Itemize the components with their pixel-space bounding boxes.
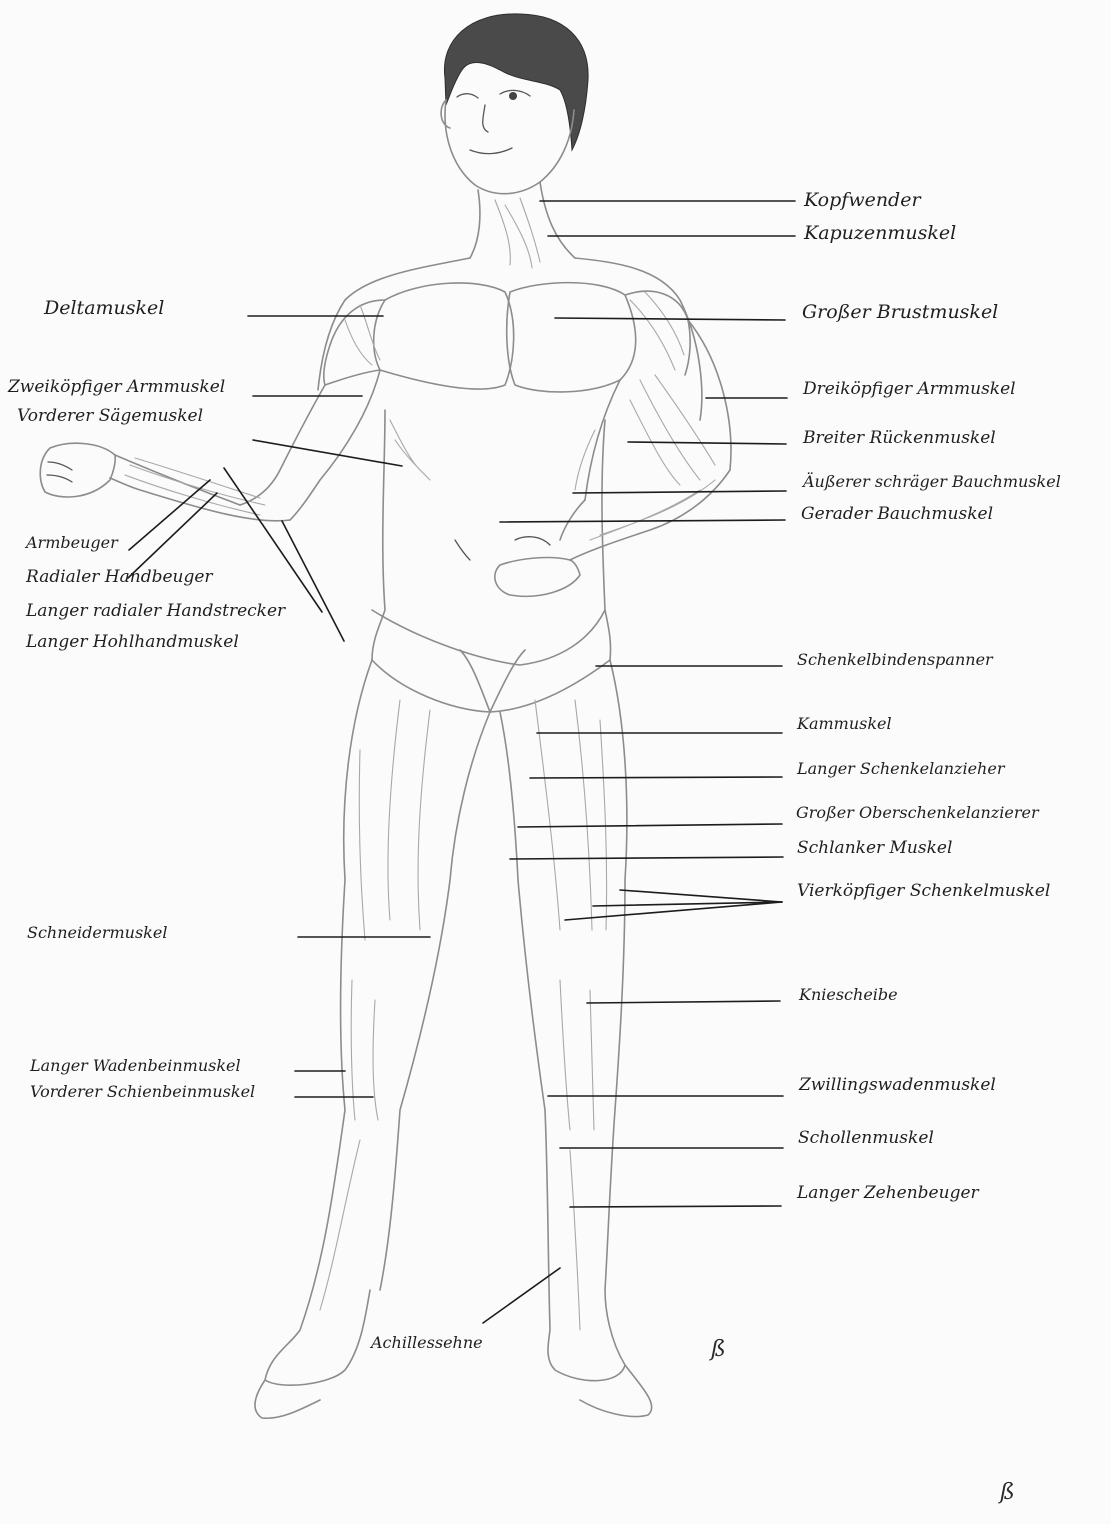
label-zweikoepfiger-armmuskel: Zweiköpfiger Armmuskel bbox=[8, 377, 226, 397]
label-grosser-oberschenkelanzieher: Großer Oberschenkelanzierer bbox=[796, 803, 1039, 822]
label-schlanker-muskel: Schlanker Muskel bbox=[797, 838, 953, 858]
label-dreikoepfiger-armmuskel: Dreiköpfiger Armmuskel bbox=[803, 379, 1016, 399]
label-schenkelbindenspanner: Schenkelbindenspanner bbox=[797, 650, 993, 669]
body-drawing bbox=[40, 14, 731, 1418]
left-eye bbox=[457, 94, 478, 98]
left-leg bbox=[265, 660, 490, 1385]
label-vorderer-schienbeinmuskel: Vorderer Schienbeinmuskel bbox=[30, 1082, 256, 1101]
pupil bbox=[509, 92, 517, 100]
label-langer-schenkelanzieher: Langer Schenkelanzieher bbox=[797, 759, 1005, 778]
label-langer-zehenbeuger: Langer Zehenbeuger bbox=[797, 1183, 979, 1203]
label-zwillingswadenmuskel: Zwillingswadenmuskel bbox=[799, 1075, 996, 1095]
label-kniescheibe: Kniescheibe bbox=[799, 985, 898, 1004]
label-radialer-handbeuger: Radialer Handbeuger bbox=[26, 567, 213, 587]
right-foot bbox=[580, 1365, 652, 1417]
signature-mark-corner: ß bbox=[1000, 1480, 1015, 1505]
leader-lines bbox=[128, 201, 795, 1323]
label-breiter-rueckenmuskel: Breiter Rückenmuskel bbox=[803, 428, 996, 448]
hair bbox=[444, 14, 588, 150]
label-vierkoepfiger-schenkelmuskel: Vierköpfiger Schenkelmuskel bbox=[797, 881, 1051, 901]
label-langer-hohlhandmuskel: Langer Hohlhandmuskel bbox=[26, 632, 239, 652]
head bbox=[445, 100, 574, 194]
pectoral-left bbox=[374, 283, 514, 389]
label-aeusserer-schraeger-bauchmuskel: Äußerer schräger Bauchmuskel bbox=[803, 472, 1061, 491]
abdomen bbox=[372, 410, 611, 660]
signature-mark: ß bbox=[711, 1337, 726, 1362]
label-kapuzenmuskel: Kapuzenmuskel bbox=[804, 222, 957, 244]
label-schollenmuskel: Schollenmuskel bbox=[798, 1128, 934, 1148]
label-langer-wadenbeinmuskel: Langer Wadenbeinmuskel bbox=[30, 1056, 241, 1075]
label-achillessehne: Achillessehne bbox=[371, 1333, 483, 1352]
right-forearm bbox=[560, 470, 730, 560]
label-deltamuskel: Deltamuskel bbox=[44, 297, 165, 319]
right-fist bbox=[495, 558, 580, 597]
hip-line bbox=[372, 610, 610, 712]
neck bbox=[470, 182, 575, 258]
label-vorderer-saegemuskel: Vorderer Sägemuskel bbox=[17, 406, 204, 426]
label-gerader-bauchmuskel: Gerader Bauchmuskel bbox=[801, 504, 994, 524]
pectoral-right bbox=[507, 283, 636, 392]
label-grosser-brustmuskel: Großer Brustmuskel bbox=[802, 301, 999, 323]
label-kammmuskel: Kammuskel bbox=[797, 714, 892, 733]
label-langer-radialer-handstrecker: Langer radialer Handstrecker bbox=[26, 601, 286, 621]
label-kopfwender: Kopfwender bbox=[804, 189, 921, 211]
left-fist bbox=[40, 443, 115, 497]
nose bbox=[483, 105, 488, 132]
torso-outline bbox=[318, 258, 702, 420]
right-leg bbox=[500, 660, 627, 1381]
left-upper-arm bbox=[240, 370, 380, 520]
label-armbeuger: Armbeuger bbox=[26, 533, 118, 552]
right-upper-arm bbox=[585, 320, 731, 500]
mouth bbox=[470, 148, 512, 154]
label-schneidermuskel: Schneidermuskel bbox=[27, 923, 168, 942]
